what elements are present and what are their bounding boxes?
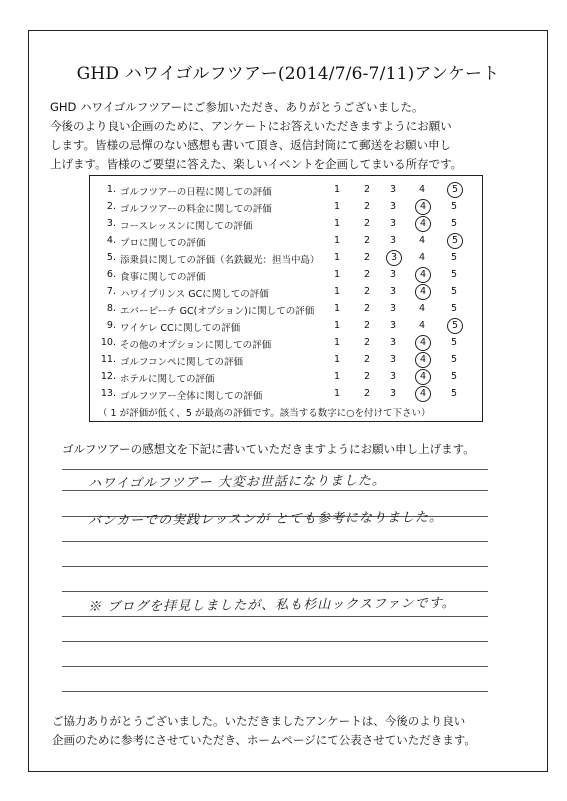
rating-number: 5.	[106, 252, 116, 263]
survey-title: GHD ハワイゴルフツアー(2014/7/6-7/11)アンケート	[76, 64, 500, 84]
comment-heading: ゴルフツアーの感想文を下記に書いていただきますようにお願い申し上げます。	[62, 442, 475, 456]
rating-label: ワイケレ CCに関しての評価	[120, 323, 241, 334]
rating-score-option[interactable]: 4	[415, 335, 431, 351]
rating-score-option[interactable]: 3	[386, 250, 402, 266]
rating-score-option[interactable]: 1	[333, 354, 341, 365]
rating-score-option[interactable]: 5	[450, 337, 458, 348]
rating-score-option[interactable]: 1	[333, 269, 341, 280]
rating-score-option[interactable]: 5	[450, 269, 458, 280]
rating-score-option[interactable]: 4	[418, 235, 426, 246]
rating-score-option[interactable]: 4	[415, 199, 431, 215]
rating-score-option[interactable]: 2	[363, 371, 371, 382]
rating-score-option[interactable]: 4	[415, 352, 431, 368]
handwritten-comment: ※ ブログを拝見しましたが、私も杉山ックスファンです。	[87, 596, 456, 615]
rating-score-option[interactable]: 1	[333, 218, 341, 229]
rating-label: 添乗員に関しての評価（名鉄観光：担当中島）	[120, 255, 320, 266]
closing-line: ご協力ありがとうございました。いただきましたアンケートは、今後のより良い	[52, 714, 466, 728]
rating-row	[90, 235, 482, 252]
rating-score-option[interactable]: 3	[389, 218, 397, 229]
rating-score-option[interactable]: 5	[450, 371, 458, 382]
rating-score-option[interactable]: 3	[389, 184, 397, 195]
rating-score-option[interactable]: 5	[450, 286, 458, 297]
rating-score-option[interactable]: 2	[363, 286, 371, 297]
ruled-line	[62, 641, 488, 642]
rating-number: 6.	[106, 269, 116, 280]
rating-number: 4.	[106, 235, 116, 246]
rating-score-option[interactable]: 5	[450, 303, 458, 314]
rating-score-option[interactable]: 2	[363, 269, 371, 280]
rating-score-option[interactable]: 4	[418, 184, 426, 195]
intro-line: 上げます。皆様のご要望に答えた、楽しいイベントを企画してまいる所存です。	[50, 157, 463, 171]
intro-line: します。皆様の忌憚のない感想も書いて頂き、返信封筒にて郵送をお願い申し	[50, 138, 452, 152]
rating-score-option[interactable]: 2	[363, 184, 371, 195]
rating-score-option[interactable]: 3	[389, 320, 397, 331]
rating-score-option[interactable]: 1	[333, 303, 341, 314]
rating-score-option[interactable]: 4	[415, 216, 431, 232]
rating-score-option[interactable]: 1	[333, 337, 341, 348]
rating-score-option[interactable]: 3	[389, 388, 397, 399]
rating-score-option[interactable]: 3	[389, 286, 397, 297]
rating-score-option[interactable]: 1	[333, 371, 341, 382]
rating-score-option[interactable]: 1	[333, 201, 341, 212]
handwritten-comment: バンカーでの実践レッスンが とても参考になりました。	[87, 510, 444, 529]
rating-number: 12.	[100, 371, 116, 382]
rating-score-option[interactable]: 2	[363, 252, 371, 263]
rating-number: 7.	[106, 286, 116, 297]
intro-text	[50, 98, 480, 174]
rating-score-option[interactable]: 5	[450, 388, 458, 399]
rating-score-option[interactable]: 2	[363, 201, 371, 212]
rating-score-option[interactable]: 3	[389, 303, 397, 314]
ruled-line	[62, 616, 488, 617]
rating-score-option[interactable]: 2	[363, 354, 371, 365]
rating-score-option[interactable]: 3	[389, 269, 397, 280]
intro-line: GHD ハワイゴルフツアーにご参加いただき、ありがとうございました。	[50, 100, 424, 114]
ruled-line	[62, 541, 488, 542]
ruled-line	[62, 666, 488, 667]
rating-score-option[interactable]: 1	[333, 235, 341, 246]
rating-score-option[interactable]: 5	[447, 318, 463, 334]
rating-score-option[interactable]: 4	[415, 284, 431, 300]
rating-score-option[interactable]: 1	[333, 252, 341, 263]
rating-label: ハワイプリンス GCに関しての評価	[120, 289, 269, 300]
rating-label: その他のオプションに関しての評価	[120, 340, 272, 351]
rating-score-option[interactable]: 3	[389, 371, 397, 382]
rating-score-option[interactable]: 5	[447, 182, 463, 198]
rating-number: 1.	[106, 184, 116, 195]
rating-score-option[interactable]: 5	[450, 218, 458, 229]
rating-score-option[interactable]: 3	[389, 201, 397, 212]
rating-label: ゴルフコンペに関しての評価	[120, 357, 244, 368]
rating-score-option[interactable]: 3	[389, 337, 397, 348]
rating-score-option[interactable]: 2	[363, 218, 371, 229]
rating-score-option[interactable]: 4	[415, 369, 431, 385]
rating-score-option[interactable]: 4	[415, 386, 431, 402]
rating-score-option[interactable]: 3	[389, 354, 397, 365]
rating-label: 食事に関しての評価	[120, 272, 206, 283]
rating-number: 3.	[106, 218, 116, 229]
rating-label: ホテルに関しての評価	[120, 374, 215, 385]
rating-score-option[interactable]: 3	[389, 235, 397, 246]
rating-score-option[interactable]: 5	[450, 252, 458, 263]
rating-score-option[interactable]: 2	[363, 235, 371, 246]
intro-line: 今後のより良い企画のために、アンケートにお答えいただきますようにお願い	[50, 119, 452, 133]
rating-number: 10.	[100, 337, 116, 348]
rating-number: 11.	[100, 354, 116, 365]
rating-row	[90, 218, 482, 235]
rating-number: 8.	[106, 303, 116, 314]
rating-score-option[interactable]: 4	[418, 320, 426, 331]
rating-scale-note: （ 1 が評価が低く、5 が最高の評価です。該当する数字に○を付けて下さい）	[98, 408, 431, 419]
rating-score-option[interactable]: 4	[415, 267, 431, 283]
rating-row	[90, 286, 482, 303]
rating-score-option[interactable]: 2	[363, 337, 371, 348]
handwritten-comment: ハワイゴルフツアー 大変お世話になりました。	[87, 473, 386, 492]
rating-score-option[interactable]: 2	[363, 320, 371, 331]
rating-score-option[interactable]: 5	[450, 354, 458, 365]
rating-score-option[interactable]: 1	[333, 184, 341, 195]
closing-text	[52, 712, 492, 750]
rating-score-option[interactable]: 4	[418, 252, 426, 263]
rating-score-option[interactable]: 1	[333, 320, 341, 331]
rating-score-option[interactable]: 4	[418, 303, 426, 314]
rating-label: プロに関しての評価	[120, 238, 206, 249]
ruled-line	[62, 691, 488, 692]
rating-table	[89, 175, 483, 422]
rating-number: 2.	[106, 201, 116, 212]
rating-label: エバービーチ GC(オプション)に関しての評価	[120, 306, 315, 317]
ruled-line	[62, 566, 488, 567]
rating-score-option[interactable]: 2	[363, 388, 371, 399]
rating-score-option[interactable]: 5	[447, 233, 463, 249]
rating-label: コースレッスンに関しての評価	[120, 221, 253, 232]
rating-label: ゴルフツアー全体に関しての評価	[120, 391, 263, 402]
rating-label: ゴルフツアーの料金に関しての評価	[120, 204, 272, 215]
rating-score-option[interactable]: 2	[363, 303, 371, 314]
rating-row	[90, 388, 482, 405]
rating-label: ゴルフツアーの日程に関しての評価	[120, 187, 272, 198]
rating-score-option[interactable]: 5	[450, 201, 458, 212]
rating-score-option[interactable]: 1	[333, 286, 341, 297]
closing-line: 企画のために参考にさせていただき、ホームページにて公表させていただきます。	[52, 733, 476, 747]
rating-number: 13.	[100, 388, 116, 399]
rating-row	[90, 303, 482, 320]
rating-number: 9.	[106, 320, 116, 331]
rating-score-option[interactable]: 1	[333, 388, 341, 399]
